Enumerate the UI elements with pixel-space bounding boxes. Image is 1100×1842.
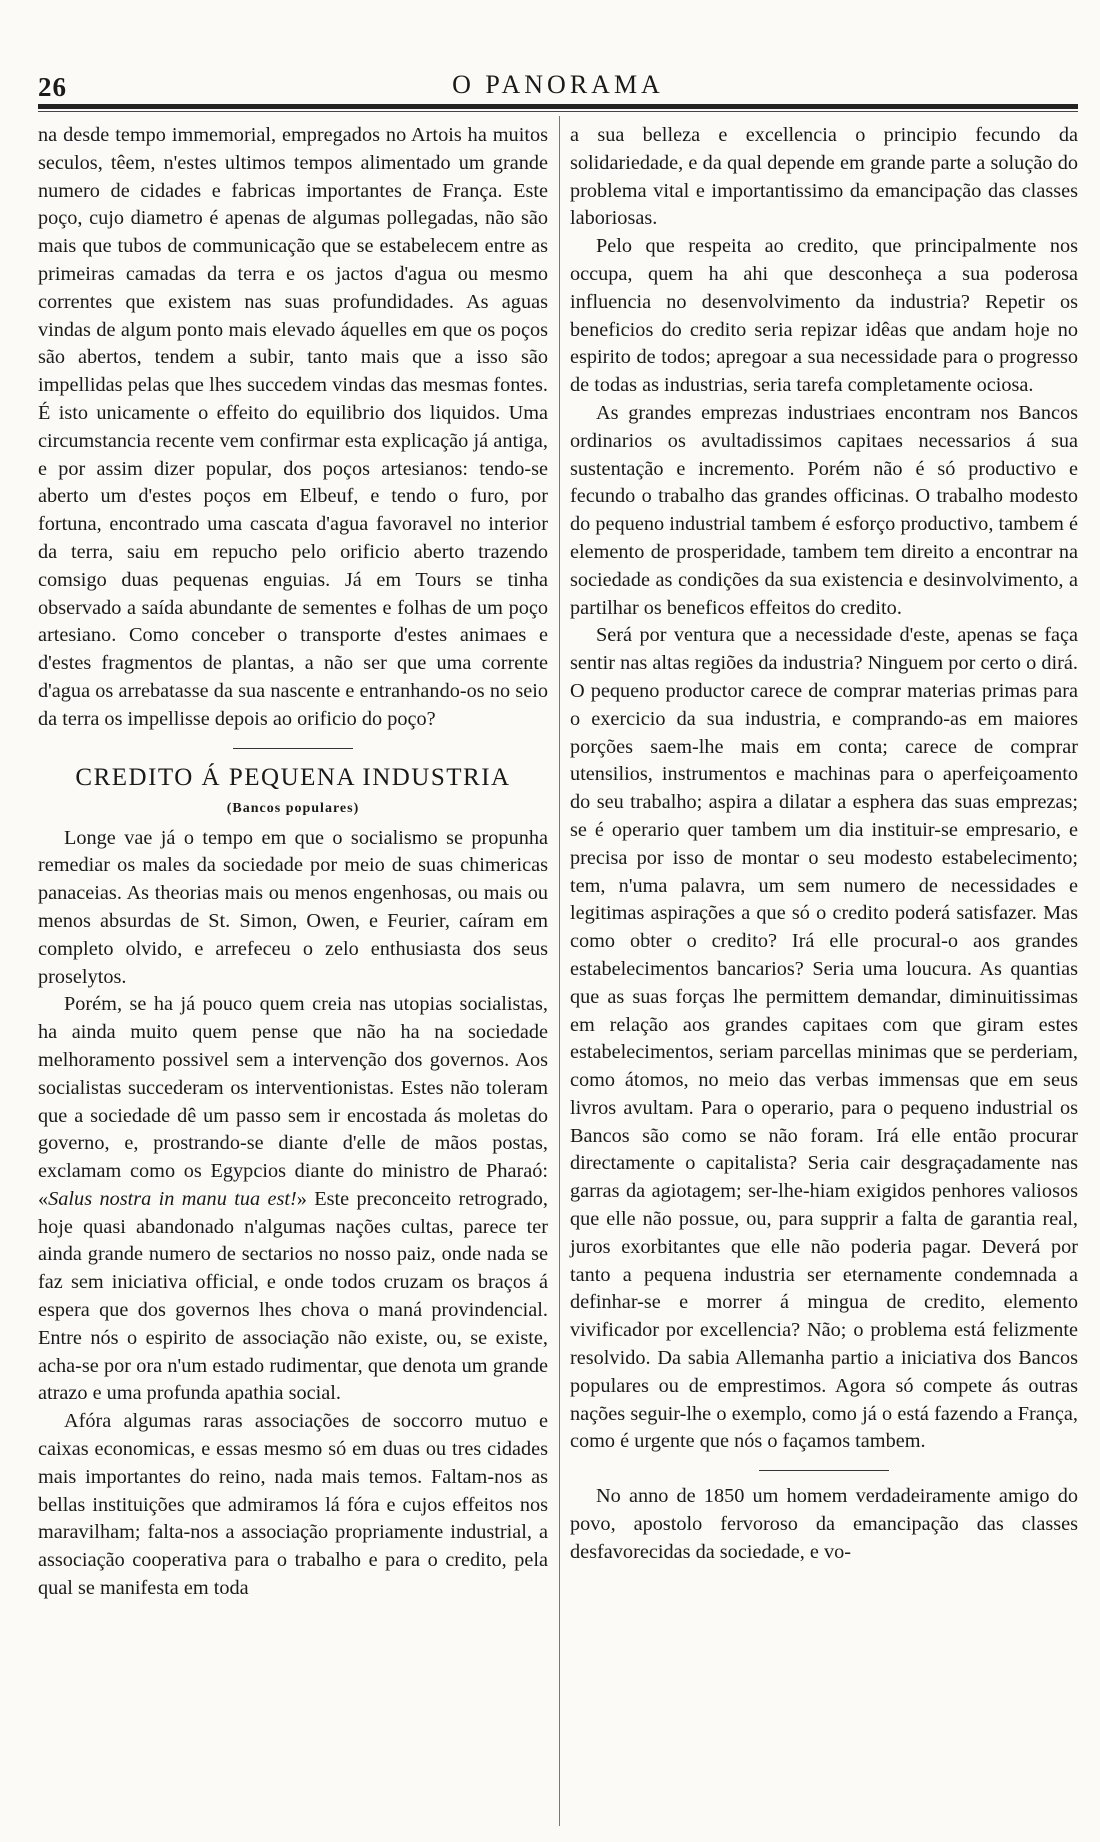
article-paragraph-5: Pelo que respeita ao credito, que principalmente nos occupa, quem ha ahi que desconheça a sua poderosa influencia no desenvolvimento da industria? Repetir os beneficios do credito seria repizar idêas que andam hoje no espirito de todos; apregoar a sua necessidade para o progresso de todas as industrias, seria tarefa completamente ociosa. — [570, 235, 1078, 397]
right-column — [570, 122, 1078, 1567]
article-paragraph-1: Longe vae já o tempo em que o socialismo se propunha remediar os males da sociedade por meio de suas chimericas panaceias. As theorias mais ou menos engenhosas, ou mais ou menos absurdas de St. Simon, Owen, e Feurier, caíram em completo olvido, e arrefeceu o zelo enthusiasta dos seus proselytos. — [38, 826, 548, 988]
section-title: CREDITO Á PEQUENA INDUSTRIA — [75, 763, 511, 791]
article-paragraph-6: As grandes emprezas industriaes encontram nos Bancos ordinarios os avultadissimos capitaes necessarios á sua sustentação e incremento. Porém não é só productivo e fecundo o trabalho das grandes officinas. O trabalho modesto do pequeno industrial tambem é esforço productivo, tambem é elemento de prosperidade, tambem tem direito a encontrar na sociedade as condições da sua existencia e desinvolvimento, a partilhar os beneficos effeitos do credito. — [570, 401, 1078, 619]
section-subtitle: (Bancos populares) — [226, 800, 360, 816]
section-separator — [233, 748, 353, 749]
column-divider — [559, 116, 560, 1826]
header-rule-thin — [38, 111, 1078, 112]
publication-title: O PANORAMA — [452, 70, 664, 99]
page-number: 26 — [38, 72, 67, 102]
paragraph-2-text-a: Porém, se ha já pouco quem creia nas utopias socialistas, ha ainda muito quem pense que não ha na sociedade melhoramento possivel sem a intervenção dos governos. Aos socialistas succederam os interventionistas. Estes não toleram que a sociedade dê um passo sem ir encostada ás moletas do governo, e, prostrando-se diante d'elle de mãos postas, exclamam como os Egypcios diante do ministro de Pharaó: « — [38, 993, 548, 1210]
article-paragraph-7: Será por ventura que a necessidade d'este, apenas se faça sentir nas altas regiões da industria? Ninguem por certo o dirá. O pequeno productor carece de comprar materias primas para o exercicio da sua industria, e comprando-as em maiores porções saem-lhe mais em conta; carece de comprar utensilios, instrumentos e machinas para o aperfeiçoamento do seu trabalho; aspira a dilatar a esphera das suas emprezas; se é operario quer tambem um dia instituir-se empresario, e precisa por isso de montar o seu modesto estabelecimento; tem, n'uma palavra, um sem numero de necessidades e legitimas aspirações a que só o credito poderá satisfazer. Mas como obter o credito? Irá elle procural-o aos grandes estabelecimentos bancarios? Seria uma loucura. As quantias que as suas forças lhe permittem demandar, diminuitissimas em relação aos grandes capitaes com que giram estes estabelecimentos, seriam parcellas minimas que se perderiam, como átomos, no meio das verbas immensas que em seus livros avultam. Para o operario, para o pequeno industrial os Bancos são como se não foram. Irá elle então procurar directamente o capitalista? Seria cair desgraçadamente nas garras da agiotagem; ser-lhe-hiam exigidos penhores valiosos que elle não possue, ou, para supprir a falta de garantia real, juros exorbitantes que elle não poderia pagar. Deverá por tanto a pequena industria ser eternamente condemnada a definhar-se e morrer á mingua de credito, elemento vivificador por excellencia? Não; o problema está felizmente resolvido. Da sabia Allemanha partio a iniciativa dos Bancos populares ou de emprestimos. Agora só compete ás outras nações seguir-lhe o exemplo, como já o está fazendo a França, como é urgente que nós o façamos tambem. — [570, 624, 1078, 1453]
article-paragraph-3: Afóra algumas raras associações de soccorro mutuo e caixas economicas, e essas mesmo só em duas ou tres cidades mais importantes do reino, nada mais temos. Faltam-nos as bellas instituições que admiramos lá fóra e cujos effeitos nos maravilham; falta-nos a associação propriamente industrial, a associação cooperativa para o trabalho e para o credito, pela qual se manifesta em toda — [38, 1410, 548, 1600]
left-column — [38, 122, 548, 1603]
latin-quote: Salus nostra in manu tua est! — [48, 1187, 297, 1210]
article-paragraph-4: a sua belleza e excellencia o principio fecundo da solidariedade, e da qual depende em grande parte a solução do problema vital e importantissimo da emancipação das classes laboriosas. — [570, 124, 1078, 230]
article-paragraph-8: No anno de 1850 um homem verdadeiramente amigo do povo, apostolo fervoroso da emancipação das classes desfavorecidas da sociedade, e vo- — [570, 1485, 1078, 1563]
article-paragraph-2 — [38, 991, 548, 1408]
section-separator-right — [759, 1470, 889, 1471]
intro-paragraph: na desde tempo immemorial, empregados no Artois ha muitos seculos, têem, n'estes ultimos tempos alimentado um grande numero de cidades e fabricas importantes de França. Este poço, cujo diametro é apenas de algumas pollegadas, não são mais que tubos de communicação que se estabelecem entre as primeiras camadas da terra e os jactos d'agua ou mesmo correntes que existem nas suas profundidades. As aguas vindas de algum ponto mais elevado áquelles em que os poços são abertos, tendem a subir, tanto mais que a isso são impellidas pelas que lhes succedem vindas das mesmas fontes. É isto unicamente o effeito do equilibrio dos liquidos. Uma circumstancia recente vem confirmar esta explicação já antiga, e por assim dizer popular, dos poços artesianos: tendo-se aberto um d'estes poços em Elbeuf, e tendo o furo, por fortuna, encontrado uma cascata d'agua favoravel no interior da terra, saiu em repucho pelo orificio aberto trazendo comsigo duas pequenas enguias. Já em Tours se tinha observado a saída abundante de sementes e folhas de um poço artesiano. Como conceber o transporte d'estes animaes e d'estes fragmentos de plantas, a não ser que uma corrente d'agua os arrebatasse da sua nascente e entranhando-os no seio da terra os impellisse depois ao orificio do poço? — [38, 124, 548, 730]
header-rule-thick — [38, 104, 1078, 109]
paragraph-2-text-b: » Este preconceito retrogrado, hoje quasi abandonado n'algumas nações cultas, parece ter ainda grande numero de sectarios no nosso paiz, onde nada se faz sem iniciativa official, e onde todos cruzam os braços á espera que dos governos lhes chova o maná provindencial. Entre nós o espirito de associação não existe, ou, se existe, acha-se por ora n'um estado rudimentar, que denota um grande atrazo e uma profunda apathia social. — [38, 1187, 548, 1405]
page-header — [38, 68, 1078, 108]
